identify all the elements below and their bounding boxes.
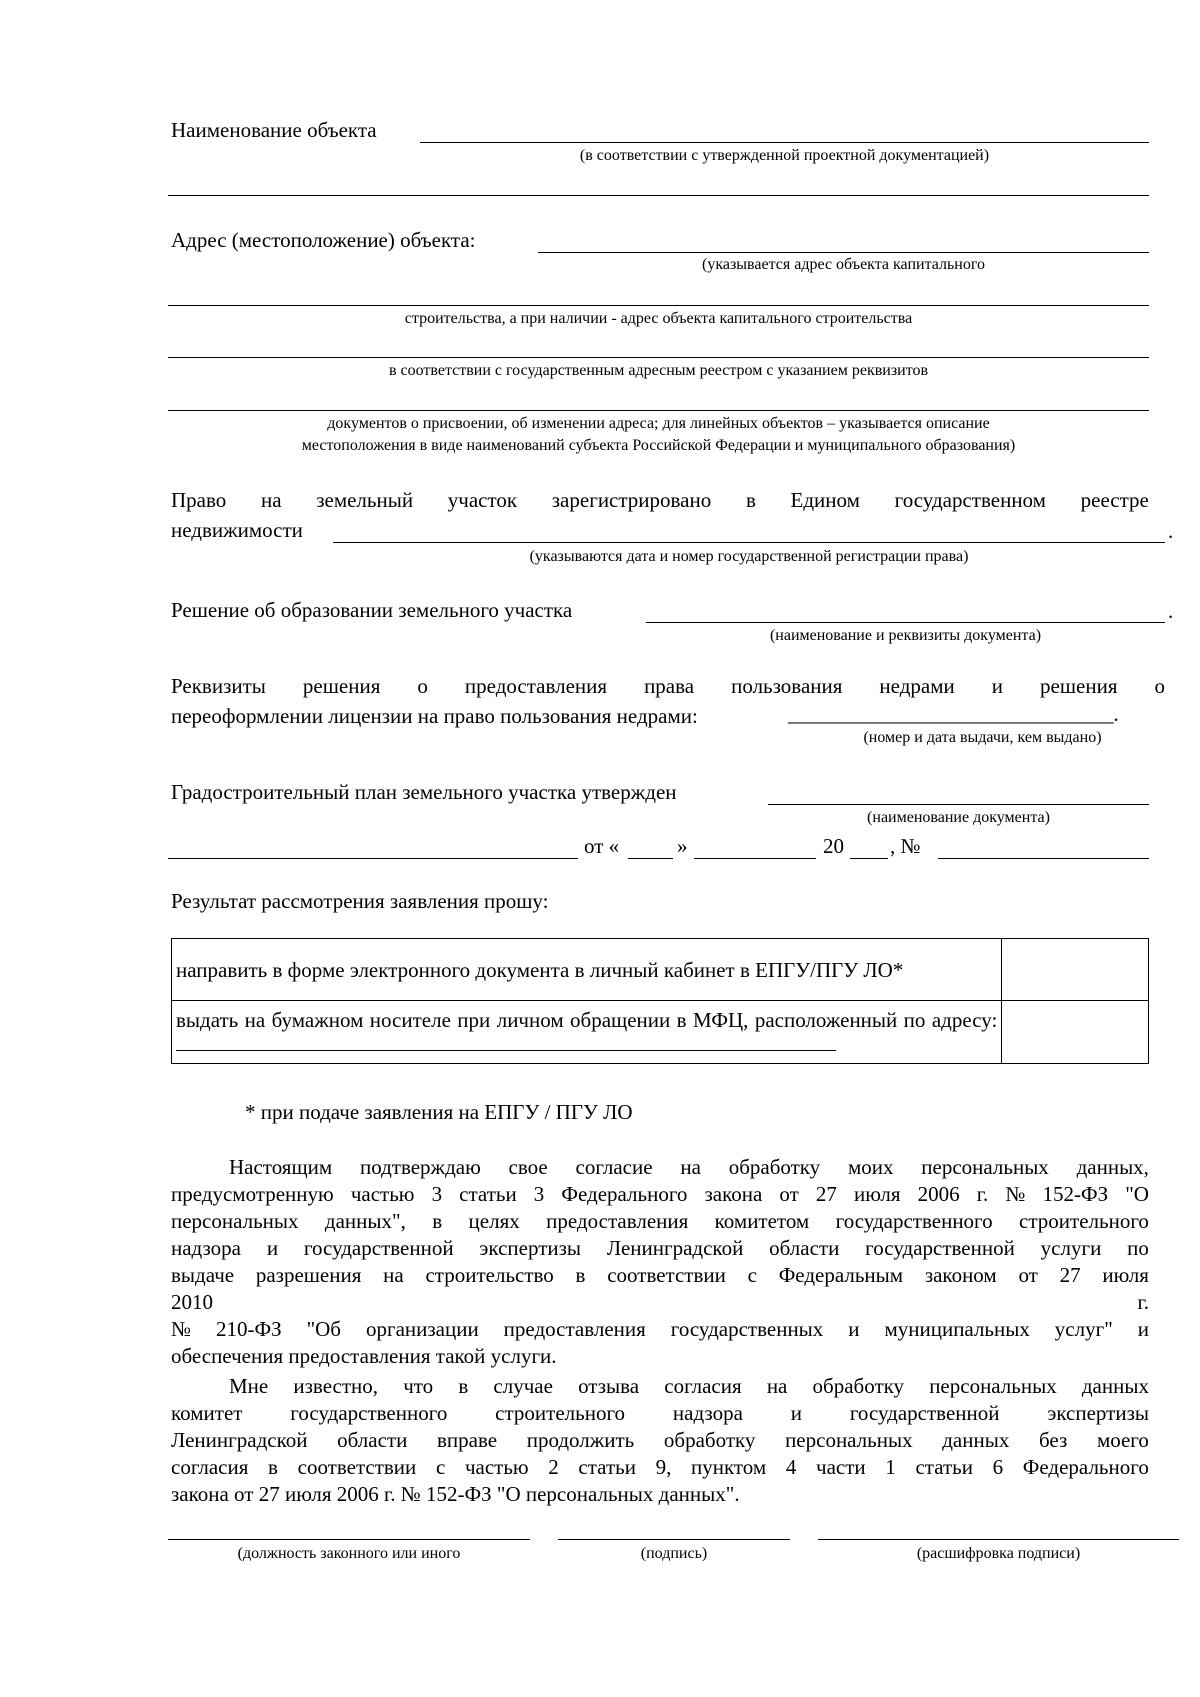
word: от	[779, 1182, 799, 1206]
word: и	[266, 1236, 279, 1260]
word: и	[1137, 1317, 1149, 1341]
word: 6	[992, 1455, 1004, 1479]
signature-decode-hint: (расшифровка подписи)	[916, 1545, 1081, 1562]
word: г.	[976, 1182, 989, 1206]
word: что	[403, 1374, 434, 1398]
word: персональных	[785, 1428, 913, 1452]
word: соответствии	[607, 1263, 726, 1287]
word: Федерального	[561, 1182, 688, 1206]
land-right-hint: (указываются дата и номер государственной регистрации права)	[529, 548, 969, 565]
word: г.	[1137, 1290, 1149, 1314]
word: на	[680, 1155, 701, 1179]
word: предоставления	[503, 1317, 646, 1341]
consent-line-2	[171, 1184, 1149, 1205]
gpzu-number-label: , №	[890, 834, 921, 858]
gpzu-year-prefix: 20	[823, 834, 844, 858]
word: июля	[1102, 1263, 1149, 1287]
consent-line-5	[171, 1265, 1149, 1286]
address-hint-5: местоположения в виде наименований субъекта Российской Федерации и муниципального образования)	[301, 437, 1016, 454]
word: обработку	[663, 1428, 756, 1452]
word: 2010	[171, 1290, 213, 1314]
land-right-field[interactable]	[333, 542, 1165, 543]
object-name-hint: (в соответствии с утвержденной проектной документацией)	[579, 147, 990, 164]
word: 4	[785, 1455, 797, 1479]
word: согласия	[171, 1455, 249, 1479]
subsoil-field[interactable]: _______________________________.	[788, 702, 1119, 726]
word: муниципальных	[884, 1317, 1030, 1341]
word: 3	[431, 1182, 443, 1206]
signature-decode-field[interactable]	[818, 1539, 1179, 1540]
word: земельный	[316, 488, 414, 512]
consent-line-8: обеспечения предоставления такой услуги.	[171, 1344, 557, 1368]
land-decision-hint: (наименование и реквизиты документа)	[769, 627, 1042, 644]
word: государственного	[835, 1209, 993, 1233]
word: от	[1018, 1263, 1038, 1287]
word: Мне	[229, 1374, 269, 1398]
word: закона	[704, 1182, 763, 1206]
mfc-address-field[interactable]	[176, 1032, 836, 1051]
word: в	[575, 1263, 586, 1287]
gpzu-month-field[interactable]	[694, 858, 816, 859]
word: подтверждаю	[359, 1155, 481, 1179]
word: государственной	[865, 1236, 1015, 1260]
result-option-electronic-checkbox[interactable]	[1002, 939, 1149, 1001]
result-option-paper	[172, 1001, 1002, 1064]
land-right-text-line1	[171, 490, 1149, 511]
word: данных	[942, 1428, 1010, 1452]
word: разрешения	[255, 1263, 362, 1287]
word: выдаче	[171, 1263, 235, 1287]
word: №	[1005, 1182, 1026, 1206]
word: 2	[548, 1455, 559, 1479]
word: согласие	[575, 1155, 653, 1179]
address-hint-3: в соответствии с государственным адресным реестром с указанием реквизитов	[388, 362, 929, 379]
subsoil-text-line1	[171, 676, 1165, 697]
word: экспертизы	[479, 1236, 582, 1260]
object-name-field-line2[interactable]	[168, 195, 1149, 196]
word: государственной	[303, 1236, 454, 1260]
word: данных	[1081, 1374, 1149, 1398]
consent-line-3	[171, 1211, 1149, 1232]
word: и	[790, 1401, 802, 1425]
consent-line-1	[229, 1157, 1149, 1178]
word: "Об	[306, 1317, 341, 1341]
word: в	[458, 1374, 469, 1398]
result-label: Результат рассмотрения заявления прошу:	[171, 889, 549, 913]
word: по	[1127, 1236, 1149, 1260]
consent-line-4	[171, 1238, 1149, 1259]
land-right-label: недвижимости	[171, 518, 303, 542]
consent-line-10	[171, 1403, 1149, 1424]
word: с	[435, 1455, 446, 1479]
word: пунктом	[691, 1455, 767, 1479]
word: области	[337, 1428, 408, 1452]
gpzu-quote-close: »	[677, 834, 688, 858]
land-decision-label: Решение об образовании земельного участка	[171, 598, 573, 622]
word: предоставления	[546, 1209, 689, 1233]
address-field[interactable]	[538, 252, 1149, 253]
address-field-line2[interactable]	[168, 305, 1149, 306]
word: данных,	[1076, 1155, 1149, 1179]
word: государственного	[290, 1401, 448, 1425]
word: строительство	[425, 1263, 554, 1287]
word: на	[383, 1263, 404, 1287]
result-option-row-1	[172, 939, 1149, 1001]
word: моих	[847, 1155, 894, 1179]
word: частью	[350, 1182, 415, 1206]
word: организации	[365, 1317, 479, 1341]
address-field-line4[interactable]	[168, 410, 1149, 411]
land-decision-end-dot: .	[1168, 599, 1174, 623]
word: предусмотренную	[171, 1182, 334, 1206]
consent-line-9	[229, 1376, 1149, 1397]
word: случае	[493, 1374, 553, 1398]
word: недрами	[879, 674, 955, 698]
word: и	[848, 1317, 860, 1341]
word: зарегистрировано	[551, 488, 712, 512]
word: экспертизы	[1047, 1401, 1149, 1425]
word: реестре	[1080, 488, 1149, 512]
word: права	[644, 674, 695, 698]
subsoil-hint: (номер и дата выдачи, кем выдано)	[863, 729, 1102, 746]
object-name-field[interactable]	[420, 142, 1149, 143]
word: Едином	[790, 488, 860, 512]
word: государственном	[894, 488, 1046, 512]
word: свое	[508, 1155, 548, 1179]
result-option-row-2	[172, 1001, 1149, 1064]
signature-hint: (подпись)	[640, 1545, 708, 1562]
gpzu-label: Градостроительный план земельного участка утвержден	[171, 780, 677, 804]
word: целях	[468, 1209, 520, 1233]
word: персональных	[171, 1209, 299, 1233]
word: Ленинградской	[171, 1428, 308, 1452]
word: "О	[1125, 1182, 1149, 1206]
word: соответствии	[297, 1455, 417, 1479]
word: данных",	[324, 1209, 406, 1233]
word: 152-ФЗ	[1042, 1182, 1109, 1206]
consent-line-12	[171, 1457, 1149, 1478]
word: 27	[815, 1182, 837, 1206]
object-name-label: Наименование объекта	[171, 118, 377, 142]
word: области	[769, 1236, 840, 1260]
result-options-table	[171, 938, 1149, 1064]
word: Федерального	[1022, 1455, 1149, 1479]
word: Право	[171, 488, 227, 512]
word: Реквизиты	[171, 674, 266, 698]
address-field-line3[interactable]	[168, 357, 1149, 358]
word: пользования	[731, 674, 843, 698]
land-right-end-dot: .	[1168, 519, 1174, 543]
address-hint-1: (указывается адрес объекта капитального	[701, 256, 986, 273]
word: моего	[1096, 1428, 1149, 1452]
result-option-electronic: направить в форме электронного документа в личный кабинет в ЕПГУ/ПГУ ЛО*	[172, 939, 1002, 1001]
word: известно,	[293, 1374, 379, 1398]
word: о	[417, 674, 428, 698]
address-label: Адрес (местоположение) объекта:	[171, 228, 476, 252]
subsoil-label: переоформлении лицензии на право пользования недрами:	[171, 704, 698, 728]
word: согласия	[664, 1374, 742, 1398]
word: надзора	[672, 1401, 743, 1425]
word: 3	[533, 1182, 545, 1206]
word: персональных	[921, 1155, 1049, 1179]
word: с	[747, 1263, 757, 1287]
signature-field[interactable]	[558, 1539, 790, 1540]
word: государственных	[670, 1317, 824, 1341]
word: участок	[447, 488, 518, 512]
word: без	[1039, 1428, 1068, 1452]
word: в	[268, 1455, 278, 1479]
word: комитетом	[714, 1209, 810, 1233]
word: услуги	[1040, 1236, 1102, 1260]
address-hint-4: документов о присвоении, об изменении адреса; для линейных объектов – указывается описание	[327, 415, 990, 432]
word: обработку	[812, 1374, 905, 1398]
word: частью	[464, 1455, 529, 1479]
word: обработку	[728, 1155, 821, 1179]
consent-line-13: закона от 27 июля 2006 г. № 152-ФЗ "О персональных данных".	[171, 1482, 740, 1506]
word: комитет	[171, 1401, 243, 1425]
word: на	[766, 1374, 788, 1398]
word: 210-ФЗ	[216, 1317, 282, 1341]
word: вправе	[436, 1428, 498, 1452]
word: 2006	[917, 1182, 960, 1206]
word: статьи	[578, 1455, 636, 1479]
consent-line-11	[171, 1430, 1149, 1451]
word: в	[745, 488, 756, 512]
word: строительного	[495, 1401, 626, 1425]
gpzu-from-label: от «	[584, 834, 620, 858]
address-hint-2: строительства, а при наличии - адрес объекта капитального строительства	[404, 310, 913, 327]
word: услуг"	[1054, 1317, 1113, 1341]
word: законом	[924, 1263, 997, 1287]
word: №	[171, 1317, 192, 1341]
word: статьи	[459, 1182, 517, 1206]
gpzu-year-field[interactable]	[850, 858, 888, 859]
consent-line-6	[171, 1292, 1149, 1313]
word: отзыва	[578, 1374, 640, 1398]
position-field[interactable]	[168, 1539, 530, 1540]
word: части	[816, 1455, 866, 1479]
word: персональных	[929, 1374, 1057, 1398]
land-decision-field[interactable]	[646, 622, 1165, 623]
word: предоставления	[464, 674, 608, 698]
word: решения	[1040, 674, 1118, 698]
result-option-paper-checkbox[interactable]	[1002, 1001, 1149, 1064]
word: и	[991, 674, 1004, 698]
word: 27	[1059, 1263, 1081, 1287]
consent-line-7	[171, 1319, 1149, 1340]
word: государственной	[849, 1401, 1000, 1425]
result-option-paper-text: выдать на бумажном носителе при личном обращении в МФЦ, расположенный по адресу:	[176, 1008, 998, 1032]
position-hint: (должность законного или иного	[237, 1545, 461, 1562]
gpzu-document-field-line2[interactable]	[168, 858, 578, 859]
gpzu-day-field[interactable]	[628, 858, 673, 859]
word: июля	[854, 1182, 901, 1206]
word: на	[260, 488, 282, 512]
word: о	[1154, 674, 1165, 698]
word: Федеральным	[778, 1263, 904, 1287]
word: Настоящим	[229, 1155, 333, 1179]
word: статьи	[915, 1455, 973, 1479]
footnote: * при подаче заявления на ЕПГУ / ПГУ ЛО	[245, 1100, 633, 1124]
word: 1	[885, 1455, 896, 1479]
gpzu-hint: (наименование документа)	[867, 809, 1050, 826]
word: продолжить	[526, 1428, 635, 1452]
word: решения	[302, 674, 381, 698]
gpzu-document-field[interactable]	[768, 804, 1149, 805]
gpzu-number-field[interactable]	[938, 858, 1149, 859]
word: 9,	[655, 1455, 672, 1479]
word: Ленинградской	[606, 1236, 744, 1260]
word: надзора	[171, 1236, 241, 1260]
word: строительного	[1019, 1209, 1149, 1233]
word: в	[432, 1209, 443, 1233]
